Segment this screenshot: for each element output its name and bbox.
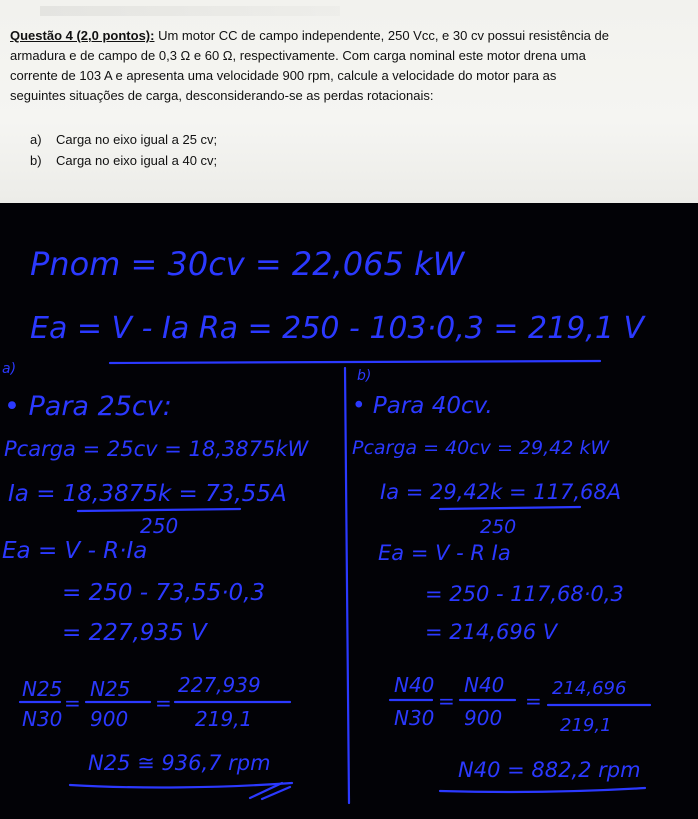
left-ia-denominator: 250 xyxy=(140,514,179,538)
item-b xyxy=(30,153,217,168)
left-ia-fraction-bar xyxy=(78,509,240,511)
column-divider xyxy=(345,368,349,803)
left-ratio-rhs-top: 227,939 xyxy=(178,673,261,697)
right-ia-denominator: 250 xyxy=(480,516,517,538)
item-a-text: Carga no eixo igual a 25 cv; xyxy=(56,132,218,147)
right-ratio-rhs-top: 214,696 xyxy=(552,678,627,699)
question-line-3: corrente de 103 A e apresenta uma velocidade 900 rpm, calcule a velocidade do motor para as xyxy=(10,68,557,83)
right-eq-1: = xyxy=(438,689,455,713)
left-ratio-lhs-bottom: N30 xyxy=(22,707,63,731)
right-eq-2: = xyxy=(525,689,542,713)
left-ia-numerator: Ia = 18,3875k = 73,55A xyxy=(8,481,287,507)
question-text xyxy=(10,26,690,106)
right-ea-result: = 214,696 V xyxy=(425,620,558,644)
question-paper xyxy=(0,0,698,203)
right-ratio-rhs-bottom: 219,1 xyxy=(560,715,612,736)
right-label: b) xyxy=(357,368,372,384)
right-ratio-lhs-bottom: N30 xyxy=(394,706,435,730)
left-ratio-mid-top: N25 xyxy=(90,677,131,701)
left-ratio-rhs-bottom: 219,1 xyxy=(195,707,253,731)
question-line-4: seguintes situações de carga, desconsiderando-se as perdas rotacionais: xyxy=(10,88,434,103)
left-final-result: N25 ≅ 936,7 rpm xyxy=(88,751,271,775)
left-heading: • Para 25cv: xyxy=(4,391,172,422)
right-pcarga: Pcarga = 40cv = 29,42 kW xyxy=(352,437,610,459)
ea-nominal-line: Ea = V - Ia Ra = 250 - 103·0,3 = 219,1 V xyxy=(30,311,644,346)
right-ea-substitution: = 250 - 117,68·0,3 xyxy=(425,582,624,606)
question-line-1: Um motor CC de campo independente, 250 Vcc, e 30 cv possui resistência de xyxy=(154,28,609,43)
separator-underline xyxy=(110,361,600,363)
left-result-underline xyxy=(70,783,292,787)
right-ia-fraction-bar xyxy=(440,507,580,509)
item-b-text: Carga no eixo igual a 40 cv; xyxy=(56,153,218,168)
right-ratio-mid-top: N40 xyxy=(464,673,505,697)
item-b-label: b) xyxy=(30,153,42,168)
left-pcarga: Pcarga = 25cv = 18,3875kW xyxy=(4,437,309,461)
right-heading: • Para 40cv. xyxy=(352,393,493,419)
right-ea-formula: Ea = V - R Ia xyxy=(378,541,511,565)
item-a xyxy=(30,132,217,147)
pnom-line: Pnom = 30cv = 22,065 kW xyxy=(30,245,465,283)
handwritten-solution xyxy=(0,203,698,819)
right-result-underline xyxy=(440,788,645,792)
faded-background-text xyxy=(40,6,340,16)
left-ea-formula: Ea = V - R·Ia xyxy=(2,538,148,564)
left-eq-2: = xyxy=(155,691,172,715)
left-ratio-mid-bottom: 900 xyxy=(90,707,129,731)
left-ratio-lhs-top: N25 xyxy=(22,677,63,701)
right-ratio-mid-bottom: 900 xyxy=(464,706,503,730)
question-line-2: armadura e de campo de 0,3 Ω e 60 Ω, respectivamente. Com carga nominal este motor drena uma xyxy=(10,48,586,63)
right-final-result: N40 = 882,2 rpm xyxy=(458,758,641,782)
left-ea-result: = 227,935 V xyxy=(62,620,207,646)
question-title: Questão 4 (2,0 pontos): xyxy=(10,28,155,43)
right-ia-numerator: Ia = 29,42k = 117,68A xyxy=(380,480,622,504)
left-ea-substitution: = 250 - 73,55·0,3 xyxy=(62,580,266,606)
right-ratio-lhs-top: N40 xyxy=(394,673,435,697)
left-eq-1: = xyxy=(64,691,81,715)
left-label: a) xyxy=(2,361,17,377)
item-a-label: a) xyxy=(30,132,42,147)
